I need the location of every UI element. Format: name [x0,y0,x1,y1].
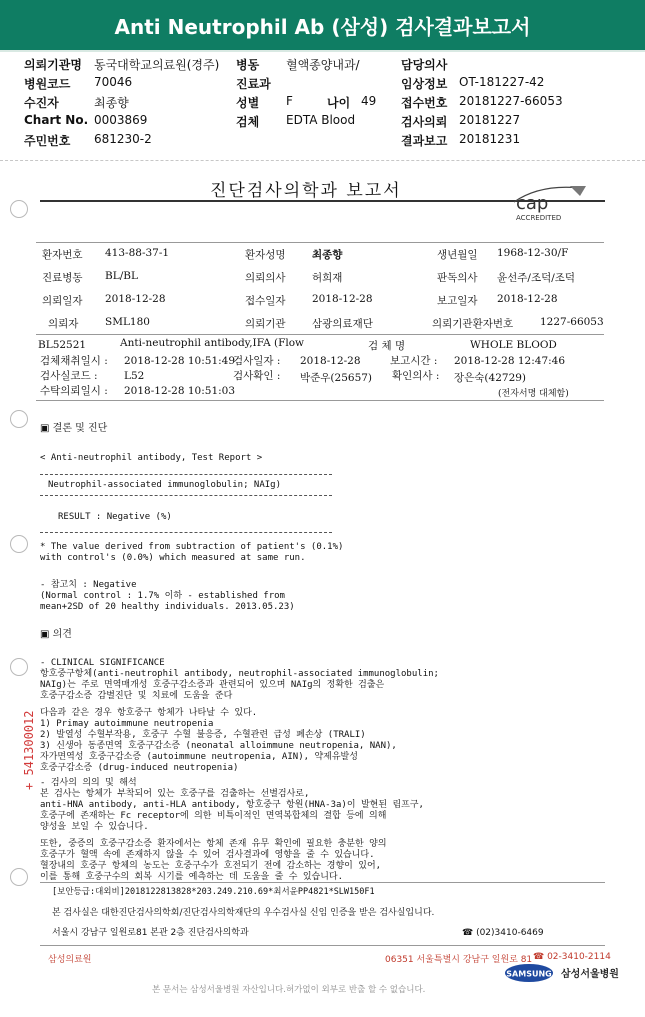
sex-label: 성별 [236,96,260,110]
clinical-line: 1) Primay autoimmune neutropenia [40,719,214,729]
punch-hole [10,868,28,886]
test-confirm-value: 박준우(25657) [300,372,373,384]
receipt-value: 20181227-66053 [459,94,563,108]
specimen-label: 검체 [236,115,260,129]
clinical-line: 호중구감소증 감별진단 및 치료에 도움을 준다 [40,691,233,701]
hospital-code-label: 병원코드 [24,77,71,91]
footer-phone: ☎ 02-3410-2114 [533,952,611,962]
ward-value-2: BL/BL [105,270,138,282]
consign-time-value: 2018-12-28 10:51:03 [124,385,236,397]
note-line-2: with control's (0.0%) which measured at same run. [40,553,306,563]
report-date-label: 결과보고 [401,134,448,148]
ordering-doctor-value: 허희재 [312,272,343,284]
barcode-stamp: + 541300012 [22,710,36,790]
specimen-value: EDTA Blood [286,113,356,127]
note-line-1: * The value derived from subtraction of patient's (0.1%) [40,542,344,552]
cap-accredited-logo [510,182,590,224]
reference-line-1: - 참고치 : Negative [40,580,137,590]
patient-name-value: 최종향 [312,249,343,261]
requester-value: SML180 [105,316,150,328]
receipt-date-value: 2018-12-28 [312,293,373,305]
clinical-line: 호중구감소증 (drug-induced neutropenia) [40,763,239,773]
consign-time-label: 수탁의뢰일시 : [40,385,108,397]
clinical-line: 항호중구항체(anti-neutrophil antibody, neutrophil-associated immunoglobulin; [40,669,439,679]
hospital-code-value: 70046 [94,75,133,89]
interp-line: 호중구가 혈액 속에 존재하지 않을 수 있어 검사결과에 영향을 줄 수 있습니다. [40,850,375,860]
test-report-line: < Anti-neutrophil antibody, Test Report > [40,453,263,463]
clinical-line: NAIg)는 주로 면역매개성 호중구감소증과 관련되어 있으며 NAIg의 정확한 검출은 [40,680,385,690]
birth-value: 1968-12-30/F [497,247,569,259]
id-label: 주민번호 [24,134,71,148]
lab-code-label: 검사실코드 : [40,370,98,382]
report-date-value-2: 2018-12-28 [497,293,558,305]
interp-line: anti-HNA antibody, anti-HLA antibody, 항호중구 항원(HNA-3a)이 발현된 림프구, [40,800,424,810]
cap-text: cap [516,193,549,214]
punch-hole [10,535,28,553]
naig-line: Neutrophil-associated immunoglobulin; NAIg) [48,480,281,490]
requesting-org-value: 삼광의료재단 [312,318,373,330]
lab-code-value: L52 [124,370,145,382]
ward-label-2: 진료병동 [42,272,83,284]
test-date-label: 검사일자 : [233,355,281,367]
org-patient-no-label: 의뢰기관환자번호 [432,318,514,330]
patient-no-value: 413-88-37-1 [105,247,170,259]
clinical-info-value: OT-181227-42 [459,75,545,89]
report-time-value: 2018-12-28 12:47:46 [454,355,566,367]
footer-notice: 본 문서는 삼성서울병원 자산입니다.허가없이 외부로 반출 할 수 없습니다. [152,985,426,995]
page-title: Anti Neutrophil Ab (삼성) 검사결과보고서 [0,0,645,52]
birth-label: 생년월일 [437,249,478,261]
hospital-wordmark: 삼성서울병원 [561,969,619,980]
id-value: 681230-2 [94,132,152,146]
ordering-doctor-label: 의뢰의사 [245,272,286,284]
specimen-name-value: WHOLE BLOOD [470,339,557,351]
reference-line-2: (Normal control : 1.7% 이하 - established from [40,591,285,601]
grid-line [36,242,604,243]
clinical-info-label: 임상정보 [401,77,448,91]
age-value: 49 [361,94,377,108]
reference-line-3: mean+2SD of 20 healthy individuals. 2013.05.23) [40,602,295,612]
certification-line: 본 검사실은 대한진단검사의학회/진단검사의학재단의 우수검사실 신임 인증을 받은 검사실입니다. [52,908,435,918]
punch-hole [10,410,28,428]
interp-line: - 검사의 의의 및 해석 [40,778,137,788]
grid-line [40,882,605,883]
test-confirm-label: 검사확인 : [233,370,281,382]
request-label: 검사의뢰 [401,115,448,129]
grid-line [36,334,604,335]
section-result-heading: ▣ 결론 및 진단 [40,423,108,434]
patient-value: 최종향 [94,96,129,110]
clinical-line: 자가면역성 호중구감소증 (autoimmune neutropenia, AIN), 약제유발성 [40,752,358,762]
reading-doctor-value: 윤선주/조덕/조덕 [497,272,576,284]
accredited-text: ACCREDITED [516,214,562,222]
report-date-label-2: 보고일자 [437,295,478,307]
org-patient-no-value: 1227-66053 [540,316,604,328]
dashed-rule [40,532,332,533]
grid-line [36,400,604,401]
dept-label: 진료과 [236,77,271,91]
institution-value: 동국대학교의료원(경주) [94,58,220,72]
footer-org: 삼성의료원 [48,955,92,965]
receipt-label: 접수번호 [401,96,448,110]
chart-value: 0003869 [94,113,148,127]
patient-no-label: 환자번호 [42,249,83,261]
samsung-wordmark: SAMSUNG [506,969,552,979]
security-line: [보안등급:대외비]2018122813828*203.249.210.69*최서윤PP4821*SLW150F1 [52,887,375,897]
receipt-date-label: 접수일자 [245,295,286,307]
section-divider [0,160,645,161]
lab-phone: ☎ (02)3410-6469 [462,928,544,938]
patient-label: 수진자 [24,96,59,110]
grid-line [40,945,605,946]
institution-label: 의뢰기관명 [24,58,82,72]
collect-time-label: 검체채취일시 : [40,355,108,367]
address-line: 서울시 강남구 일원로81 본관 2층 진단검사의학과 [52,928,249,938]
patient-name-label: 환자성명 [245,249,286,261]
age-label: 나이 [327,96,351,110]
clinical-line: 다음과 같은 경우 항호중구 항체가 나타날 수 있다. [40,708,258,718]
ward-value: 혈액종양내과/ [286,58,360,72]
interp-line: 양성을 보일 수 있습니다. [40,822,149,832]
interp-line: 또한, 중증의 호중구감소증 환자에서는 항체 존재 유무 확인에 필요한 충분한 양의 [40,839,387,849]
dashed-rule [40,474,332,475]
clinical-line: 3) 신생아 동종면역 호중구감소증 (neonatal alloimmune neutropenia, NAN), [40,741,397,751]
reading-doctor-label: 판독의사 [437,272,478,284]
section-opinion-heading: ▣ 의견 [40,629,72,640]
e-sign-note: (전자서명 대체함) [498,389,569,399]
punch-hole [10,200,28,218]
interp-line: 본 검사는 항체가 부착되어 있는 호중구를 검출하는 선별검사로, [40,789,310,799]
interp-line: 호중구에 존재하는 Fc receptor에 의한 비특이적인 면역복합체의 결합 등에 의해 [40,811,387,821]
report-date-value: 20181231 [459,132,521,146]
chart-label: Chart No. [24,113,89,127]
report-title: 진단검사의학과 보고서 [210,181,402,201]
confirm-doctor-value: 장은숙(42729) [454,372,527,384]
result-line: RESULT : Negative (%) [58,512,172,522]
request-value: 20181227 [459,113,521,127]
clinical-line: 2) 발열성 수혈부작용, 호중구 수혈 불응증, 수혈관련 급성 폐손상 (TRALI) [40,730,366,740]
dashed-rule [40,495,332,496]
test-date-value: 2018-12-28 [300,355,361,367]
doctor-label: 담당의사 [401,58,448,72]
footer-address: 06351 서울특별시 강남구 일원로 81 [385,955,533,965]
interp-line: 이를 통해 호중구수의 회복 시기를 예측하는 데 도움을 줄 수 있습니다. [40,872,344,882]
confirm-doctor-label: 확인의사 : [392,370,440,382]
sex-value: F [286,94,293,108]
request-date-label: 의뢰일자 [42,295,83,307]
test-code: BL52521 [38,339,87,351]
ward-label: 병동 [236,58,260,72]
requester-label: 의뢰자 [48,318,79,330]
samsung-hospital-logo [505,960,623,986]
collect-time-value: 2018-12-28 10:51:49 [124,355,236,367]
request-date-value: 2018-12-28 [105,293,166,305]
punch-hole [10,658,28,676]
clinical-line: - CLINICAL SIGNIFICANCE [40,658,165,668]
test-name: Anti-neutrophil antibody,IFA (Flow [120,337,305,349]
interp-line: 혈장내의 호중구 항체의 농도는 호중구수가 호전되기 전에 감소하는 경향이 있어, [40,861,382,871]
requesting-org-label: 의뢰기관 [245,318,286,330]
report-time-label: 보고시간 : [390,355,438,367]
specimen-name-label: 검 체 명 [368,340,406,352]
